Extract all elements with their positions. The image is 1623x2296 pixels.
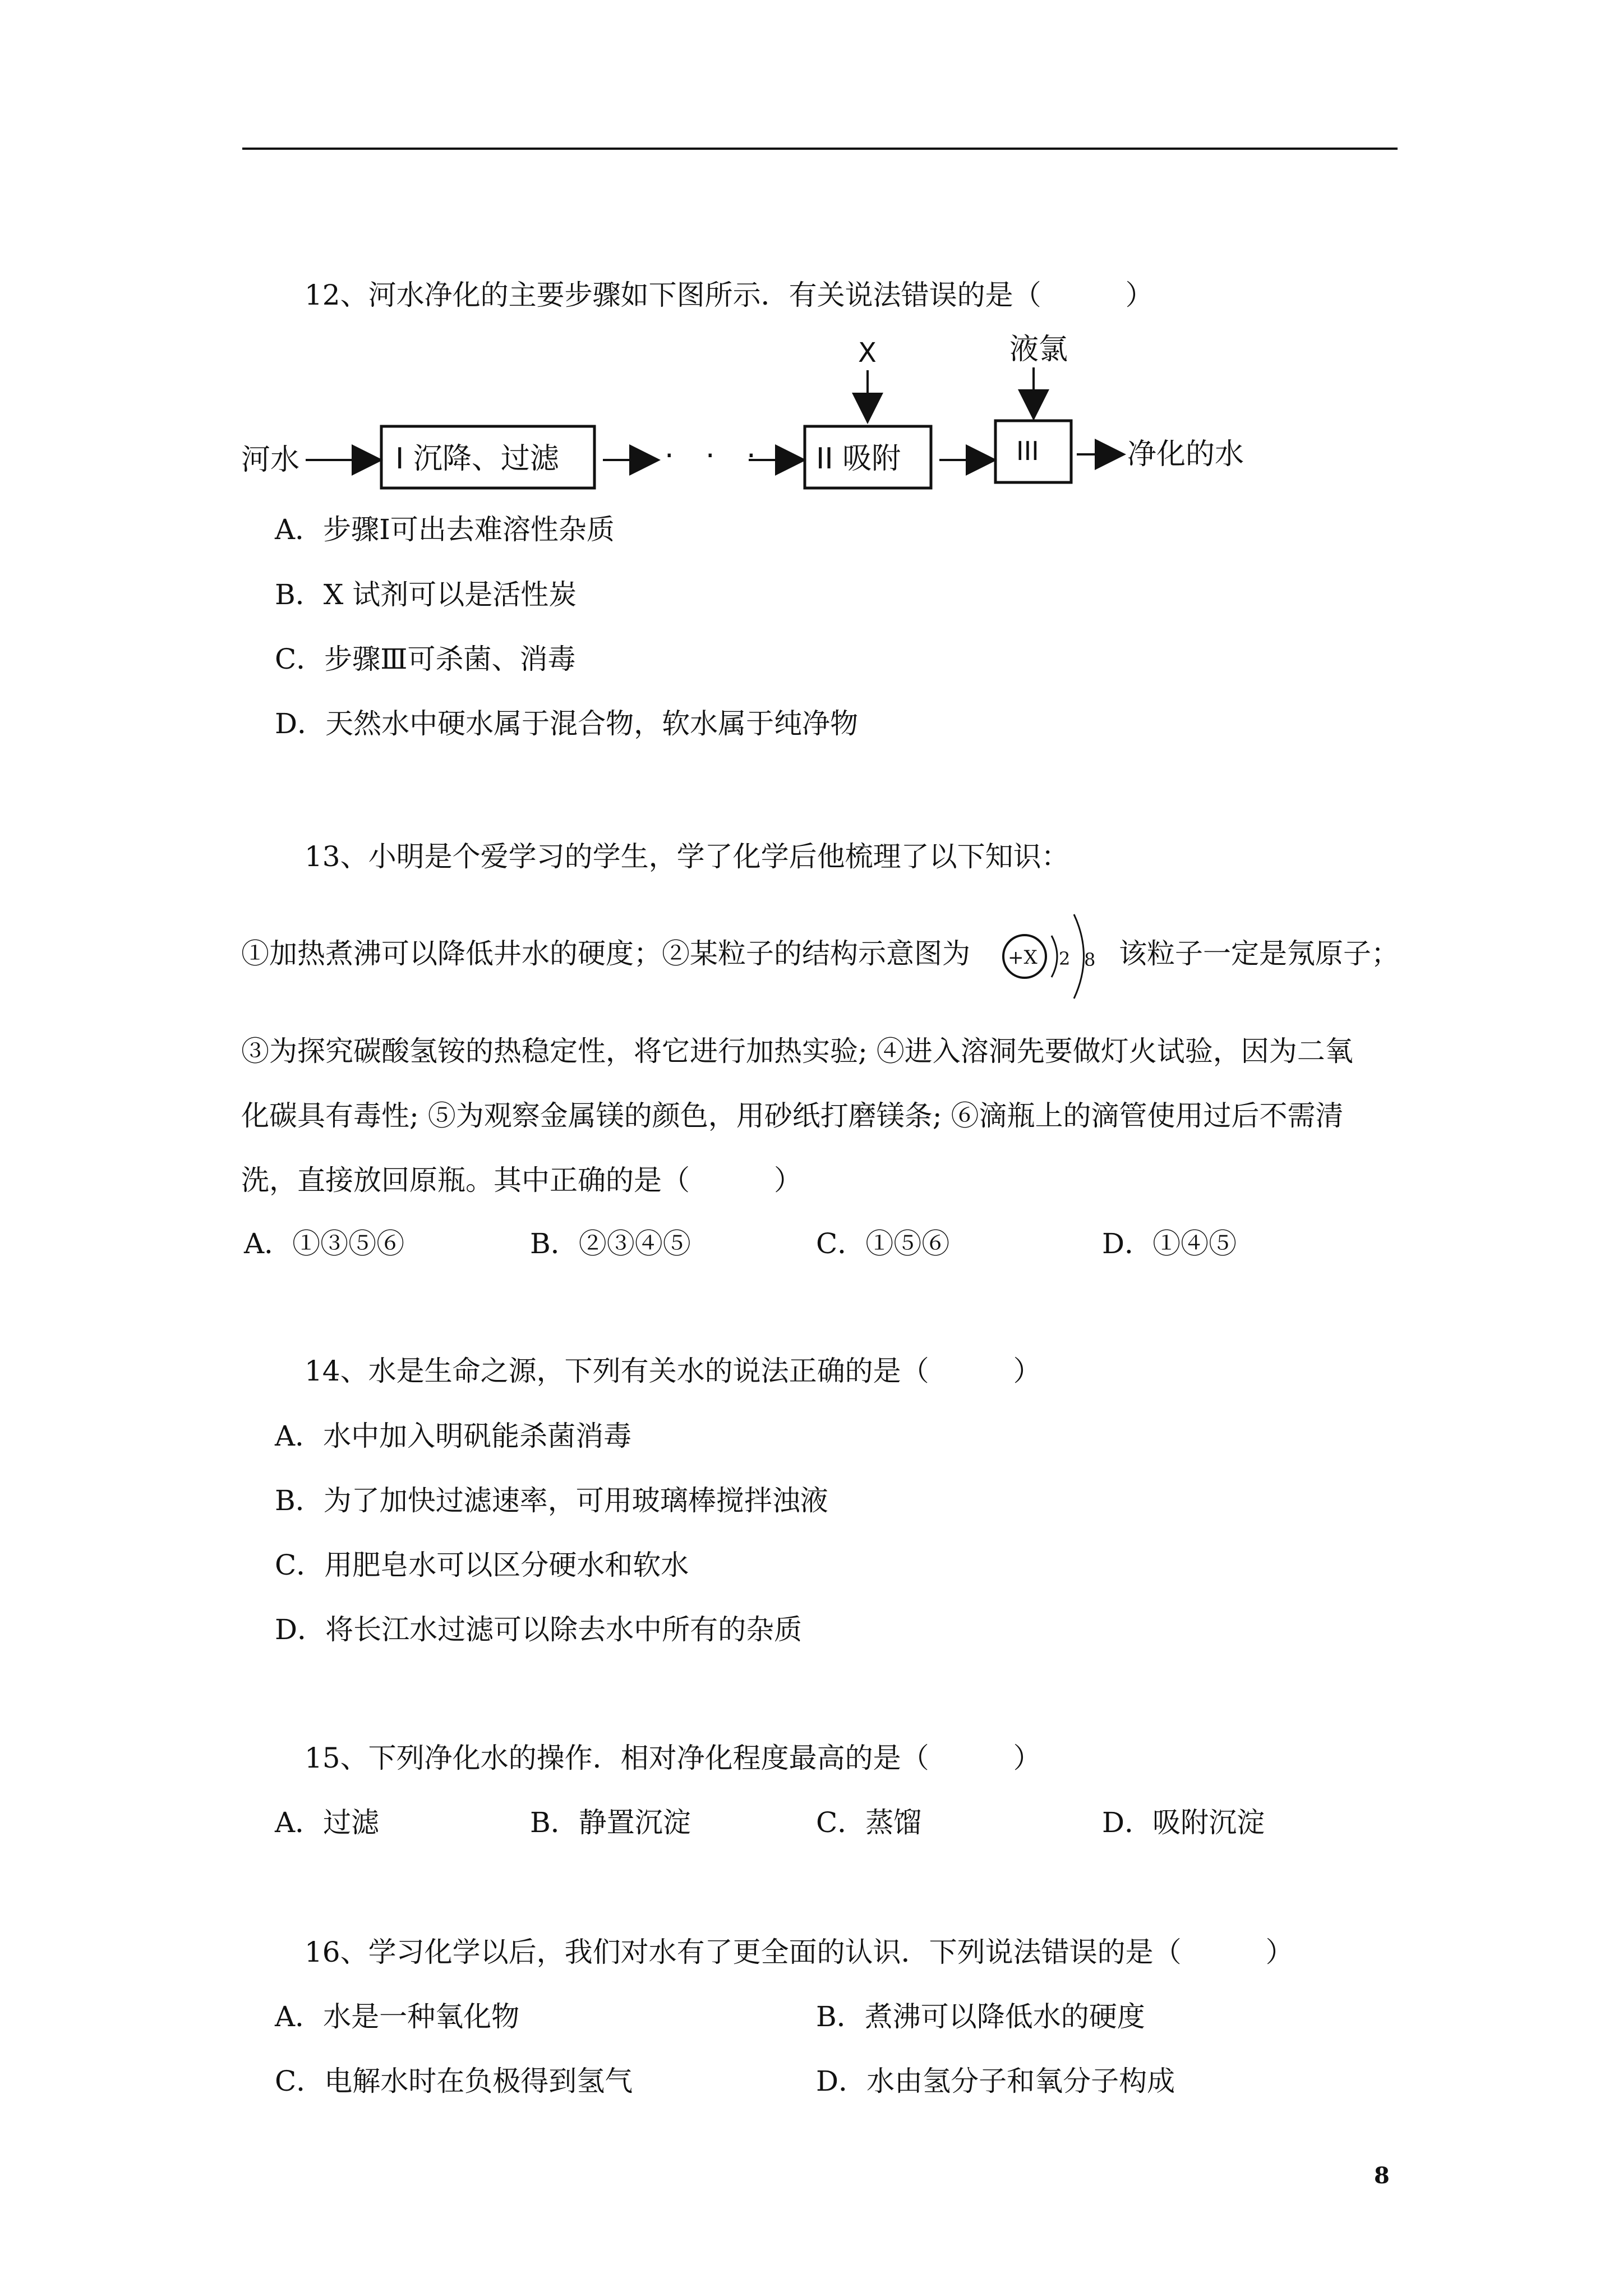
water-purification-diagram: [241, 331, 1307, 499]
q15-option-d: D．吸附沉淀: [1102, 1806, 1265, 1839]
q14-option-b: B．为了加快过滤速率，可用玻璃棒搅拌浊液: [275, 1484, 828, 1517]
q14-option-a: A．水中加入明矾能杀菌消毒: [275, 1420, 632, 1452]
atom-nucleus-label: +X: [1008, 946, 1038, 969]
q14-option-c: C．用肥皂水可以区分硬水和软水: [275, 1549, 689, 1581]
q13-option-a: A．①③⑤⑥: [244, 1227, 405, 1260]
page-number: 8: [1374, 2162, 1390, 2189]
q16-option-a: A．水是一种氧化物: [275, 2000, 520, 2033]
diagram-dots: · · ·: [665, 439, 767, 473]
q13-line4: 洗，直接放回原瓶。其中正确的是（ ）: [241, 1164, 802, 1197]
step1-label: I 沉降、过滤: [395, 442, 559, 476]
q15-stem: 15、下列净化水的操作．相对净化程度最高的是（ ）: [305, 1742, 1041, 1774]
reagent-cl-label: 液氯: [1009, 333, 1068, 366]
q12-option-d: D．天然水中硬水属于混合物，软水属于纯净物: [275, 707, 859, 740]
q12-option-c: C．步骤Ⅲ可杀菌、消毒: [275, 643, 576, 675]
q15-option-b: B．静置沉淀: [530, 1806, 691, 1839]
reagent-x-label: X: [858, 337, 877, 369]
diagram-output-label: 净化的水: [1127, 438, 1244, 471]
q13-option-c: C．①⑤⑥: [816, 1227, 950, 1260]
q12-stem: 12、河水净化的主要步骤如下图所示．有关说法错误的是（ ）: [305, 279, 1154, 311]
atom-structure-diagram: [995, 903, 1113, 1004]
q13-line3: 化碳具有毒性; ⑤为观察金属镁的颜色，用砂纸打磨镁条; ⑥滴瓶上的滴管使用过后不需清: [241, 1099, 1344, 1132]
q16-option-d: D．水由氢分子和氧分子构成: [816, 2065, 1175, 2097]
header-rule: [242, 148, 1398, 150]
q16-stem: 16、学习化学以后，我们对水有了更全面的认识．下列说法错误的是（ ）: [305, 1936, 1294, 1968]
q16-option-b: B．煮沸可以降低水的硬度: [816, 2000, 1145, 2033]
atom-shell2-count: 8: [1084, 949, 1096, 970]
q15-option-a: A．过滤: [275, 1806, 380, 1839]
q13-stem: 13、小明是个爱学习的学生，学了化学后他梳理了以下知识：: [305, 840, 1069, 873]
q16-option-c: C．电解水时在负极得到氢气: [275, 2065, 633, 2097]
q13-line1-a: ①加热煮沸可以降低井水的硬度；②某粒子的结构示意图为: [241, 937, 970, 970]
q12-option-a: A．步骤Ⅰ可出去难溶性杂质: [275, 513, 615, 546]
q14-option-d: D．将长江水过滤可以除去水中所有的杂质: [275, 1613, 803, 1646]
q13-option-d: D．①④⑤: [1102, 1227, 1237, 1260]
q13-line2: ③为探究碳酸氢铵的热稳定性，将它进行加热实验; ④进入溶洞先要做灯火试验，因为二氧: [241, 1035, 1353, 1068]
step2-label: II 吸附: [816, 442, 901, 476]
q12-option-b: B．X 试剂可以是活性炭: [275, 578, 577, 611]
atom-shell1-count: 2: [1059, 948, 1071, 969]
q13-line1-b: 该粒子一定是氖原子；: [1119, 937, 1399, 970]
diagram-input-label: 河水: [241, 443, 300, 477]
q15-option-c: C．蒸馏: [816, 1806, 922, 1839]
step3-label: III: [1016, 436, 1039, 466]
q13-option-b: B．②③④⑤: [530, 1227, 691, 1260]
q14-stem: 14、水是生命之源，下列有关水的说法正确的是（ ）: [305, 1355, 1041, 1387]
